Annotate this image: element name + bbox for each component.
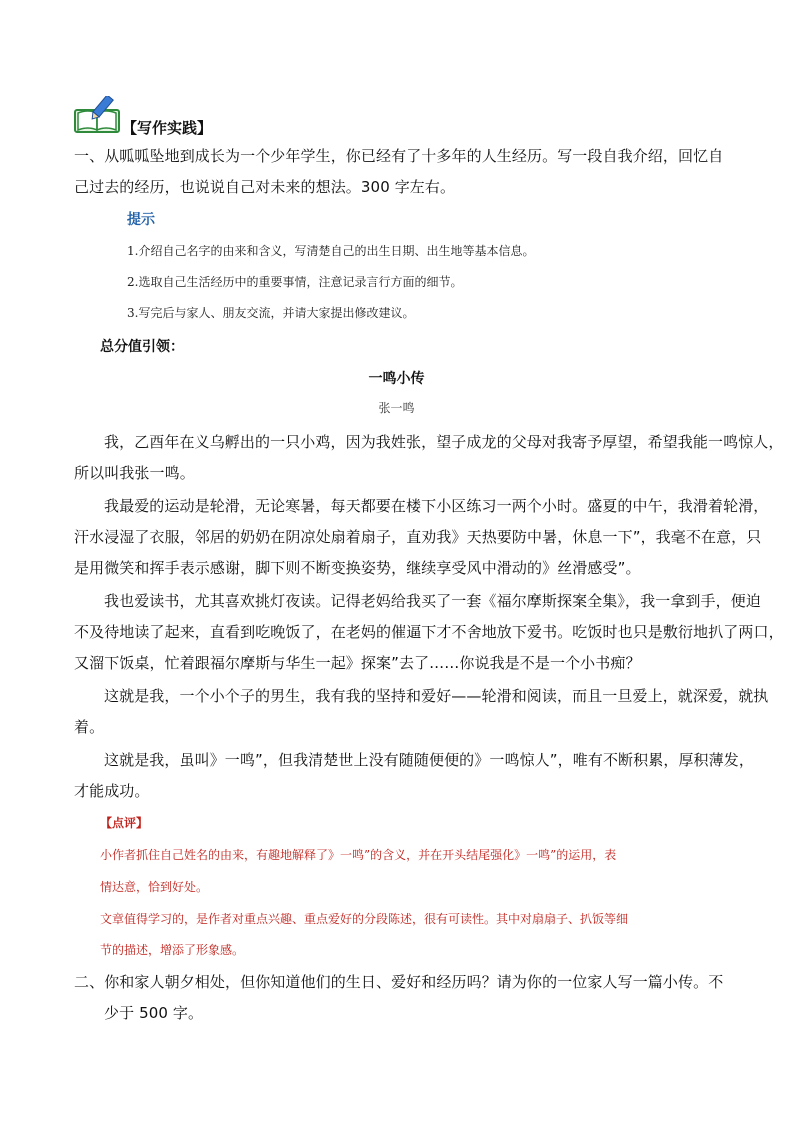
essay-line: 着。 [74,718,105,736]
task2-line2: 少于 500 字。 [104,1004,204,1022]
essay-title: 一鸣小传 [368,371,425,387]
essay-line: 所以叫我张一鸣。 [74,464,195,482]
task1-line1: 一、从呱呱坠地到成长为一个少年学生，你已经有了十多年的人生经历。写一段自我介绍，回忆自 [74,147,724,165]
essay-line: 我最爱的运动是轮滑，无论寒暑，每天都要在楼下小区练习一两个小时。盛夏的中午，我滑着轮滑， [104,497,769,515]
task1-line2: 己过去的经历，也说说自己对未来的想法。300 字左右。 [74,178,456,196]
hint-item-1: 1.介绍自己名字的由来和含义，写清楚自己的出生日期、出生地等基本信息。 [127,244,535,258]
essay-line: 是用微笑和挥手表示感谢，脚下则不断变换姿势，继续享受风中滑动的》丝滑感受”。 [74,559,641,577]
essay-line: 这就是我，虽叫》一鸣”，但我清楚世上没有随随便便的》一鸣惊人”，唯有不断积累，厚积薄发， [104,751,754,769]
essay-line: 这就是我，一个小个子的男生，我有我的坚持和爱好——轮滑和阅读，而且一旦爱上，就深爱，就执 [104,687,769,705]
task2-line1: 二、你和家人朝夕相处，但你知道他们的生日、爱好和经历吗？请为你的一位家人写一篇小传。不 [74,973,724,991]
hint-item-3: 3.写完后与家人、朋友交流，并请大家提出修改建议。 [127,306,415,320]
comment-label: 【点评】 [100,816,149,830]
guide-label: 总分值引领： [100,339,184,355]
essay-line: 汗水浸湿了衣服，邻居的奶奶在阴凉处扇着扇子，直劝我》天热要防中暑，休息一下”，我毫不在意，只 [74,528,762,546]
comment-line: 文章值得学习的，是作者对重点兴趣、重点爱好的分段陈述，很有可读性。其中对扇扇子、扒饭等细 [100,912,629,926]
essay-line: 才能成功。 [74,782,150,800]
book-pencil-icon [74,96,122,134]
hint-title: 提示 [127,212,155,228]
comment-line: 情达意，恰到好处。 [100,880,209,894]
essay-line: 我也爱读书，尤其喜欢挑灯夜读。记得老妈给我买了一套《福尔摩斯探案全集》，我一拿到手，便迫 [104,592,761,610]
essay-line: 又溜下饭桌，忙着跟福尔摩斯与华生一起》探案”去了……你说我是不是一个小书痴？ [74,654,641,672]
essay-line: 我，乙酉年在义乌孵出的一只小鸡，因为我姓张，望子成龙的父母对我寄予厚望，希望我能一鸣惊人， [104,433,784,451]
section-label: 【写作实践】 [122,119,213,137]
comment-line: 节的描述，增添了形象感。 [100,943,245,957]
comment-line: 小作者抓住自己姓名的由来，有趣地解释了》一鸣”的含义，并在开头结尾强化》一鸣”的运用，表 [100,848,617,862]
essay-line: 不及待地读了起来，直看到吃晚饭了，在老妈的催逼下才不舍地放下爱书。吃饭时也只是敷衍地扒了两口， [74,623,784,641]
essay-author: 张一鸣 [378,401,415,415]
hint-item-2: 2.选取自己生活经历中的重要事情，注意记录言行方面的细节。 [127,275,463,289]
